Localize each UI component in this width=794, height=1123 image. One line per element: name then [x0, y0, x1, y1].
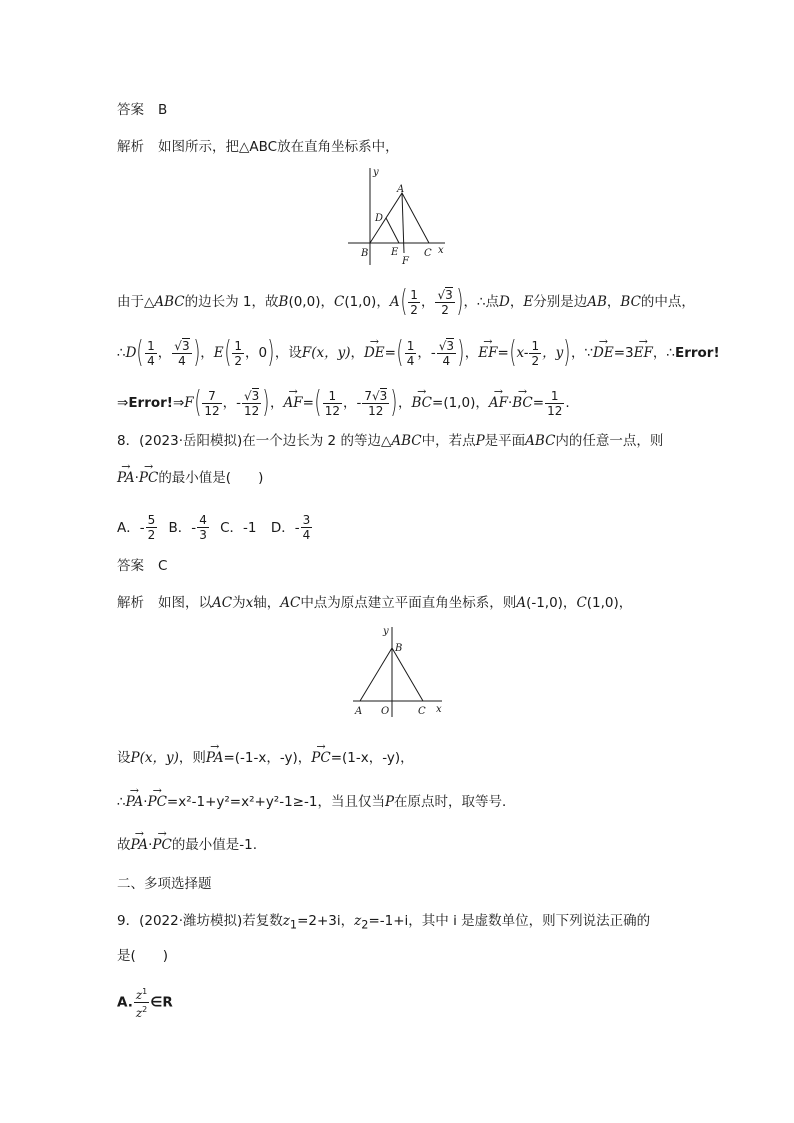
vector-de: → DE [593, 343, 614, 363]
vector-bc: → BC [512, 393, 533, 413]
section-title: 二、多项选择题 [117, 876, 212, 892]
answer-label: 答案 [117, 102, 144, 118]
fraction: $\frac{1}{12}$ [324, 388, 340, 418]
question-9-line-2: 是( ) [117, 948, 169, 964]
fraction: $\frac{7√3}{12}$ [364, 388, 388, 418]
option-b: B．- $\frac{4}{3}$ [168, 513, 207, 542]
question-8-options [117, 513, 313, 542]
solution-7-intro [117, 137, 399, 157]
fig2-x-label: x [436, 704, 442, 715]
answer-8 [117, 556, 167, 576]
option-c: C．-1 [220, 519, 257, 536]
vector-pc: → PC [147, 792, 166, 812]
fraction: $\frac{√3}{4}$ [174, 338, 190, 368]
fig1-point-c: C [424, 248, 432, 259]
answer-value: B [158, 102, 168, 118]
vector-pa: → PA [117, 468, 135, 488]
fraction: $\frac{1}{2}$ [531, 338, 540, 368]
solution-label: 解析 [117, 595, 144, 611]
solution-text: 如图所示，把△ABC放在直角坐标系中， [158, 139, 399, 155]
solution-7-line-2: ∴D( $\frac{1}{4}$ ， $\frac{√3}{4}$ )，E( $\frac{1}{2}$ ，0)，设F(x，y)，→ DE=( $\frac{1}{4}$ ，- $\frac{√3}{4}$ )，→ EF=(x- $\frac{1}{2}$ ，y)，∵→ DE=3→ EF，∴Error! [117, 338, 720, 368]
triangle-figure-1 [343, 165, 453, 270]
option-d: D．- $\frac{3}{4}$ [270, 513, 311, 542]
fig1-x-label: x [438, 245, 444, 256]
vector-pc: → PC [152, 835, 171, 855]
fraction: $\frac{1}{12}$ [547, 388, 563, 418]
fraction: $\frac{1}{2}$ [234, 338, 243, 368]
fig2-point-c: C [418, 706, 426, 717]
vector-pc: → PC [139, 468, 158, 488]
fig2-point-b: B [395, 643, 403, 654]
vector-pa: → PA [126, 792, 144, 812]
solution-8-intro: 解析 如图，以AC为x轴，AC中点为原点建立平面直角坐标系，则A(-1,0)，C(1,0)， [117, 595, 633, 611]
vector-ef: → EF [634, 343, 653, 363]
solution-7-line-3: ⇒Error!⇒F( $\frac{7}{12}$ ，- $\frac{√3}{12}$ )，→ AF=( $\frac{1}{12}$ ，- $\frac{7√3}{12}$ )，→ BC=(1,0)，→ AF·→ BC= $\frac{1}{12}$ . [117, 388, 570, 418]
fig1-y-label: y [373, 167, 379, 178]
fig1-point-e: E [391, 247, 399, 258]
fig2-point-a: A [355, 706, 363, 717]
solution-label: 解析 [117, 139, 144, 155]
question-8-line-2: → PA·→ PC的最小值是( ) [117, 468, 263, 488]
fig1-point-f: F [402, 256, 409, 267]
vector-af: → AF [489, 393, 508, 413]
answer-label: 答案 [117, 558, 144, 574]
vector-pa: → PA [131, 835, 149, 855]
fraction: $\frac{z^1}{z^2}$ [135, 987, 148, 1020]
fig1-point-b: B [361, 248, 369, 259]
solution-8-line-2: ∴→ PA·→ PC=x²-1+y²=x²+y²-1≥-1，当且仅当P在原点时，取等号． [117, 792, 516, 812]
fig1-point-a: A [397, 184, 405, 195]
fraction: $\frac{√3}{2}$ [437, 287, 453, 317]
vector-bc: → BC [412, 393, 433, 413]
fig2-y-label: y [383, 626, 389, 637]
fraction: $\frac{7}{12}$ [204, 388, 220, 418]
vector-ef: → EF [478, 343, 497, 363]
solution-8-line-3: 故→ PA·→ PC的最小值是-1. [117, 835, 257, 855]
triangle-figure-2 [350, 623, 450, 718]
vector-pa: → PA [206, 748, 224, 768]
fig2-point-o: O [381, 706, 390, 717]
vector-af: → AF [284, 393, 303, 413]
answer-value: C [158, 558, 168, 574]
fig1-point-d: D [375, 213, 384, 224]
vector-pc: → PC [311, 748, 330, 768]
solution-8-line-1: 设P(x，y)，则→ PA=(-1-x，-y)，→ PC=(1-x，-y)， [117, 748, 414, 768]
vector-de: → DE [364, 343, 385, 363]
question-9-option-a: A. $\frac{z^1}{z^2}$ ∈R [117, 987, 173, 1020]
fraction: $\frac{√3}{12}$ [244, 388, 260, 418]
answer-7 [117, 100, 167, 120]
fraction: $\frac{1}{4}$ [406, 338, 415, 368]
fraction: $\frac{1}{4}$ [147, 338, 155, 368]
question-8: 8．(2023·岳阳模拟)在一个边长为 2 的等边△ABC中，若点P是平面ABC内的任意一点，则 [117, 433, 664, 449]
fraction: $\frac{1}{2}$ [410, 287, 418, 317]
option-a: A．- $\frac{5}{2}$ [117, 513, 156, 542]
question-9: 9．(2022·潍坊模拟)若复数$z_1=2+3i$，$z_2=-1+i$，其中 i 是虚数单位，则下列说法正确的 [117, 913, 651, 932]
solution-7-line-1: 由于△ABC的边长为 1，故B(0,0)，C(1,0)，A( $\frac{1}{2}$ ， $\frac{√3}{2}$ )，∴点D，E分别是边AB，BC的中点， [117, 284, 695, 319]
fraction: $\frac{√3}{4}$ [438, 338, 455, 368]
